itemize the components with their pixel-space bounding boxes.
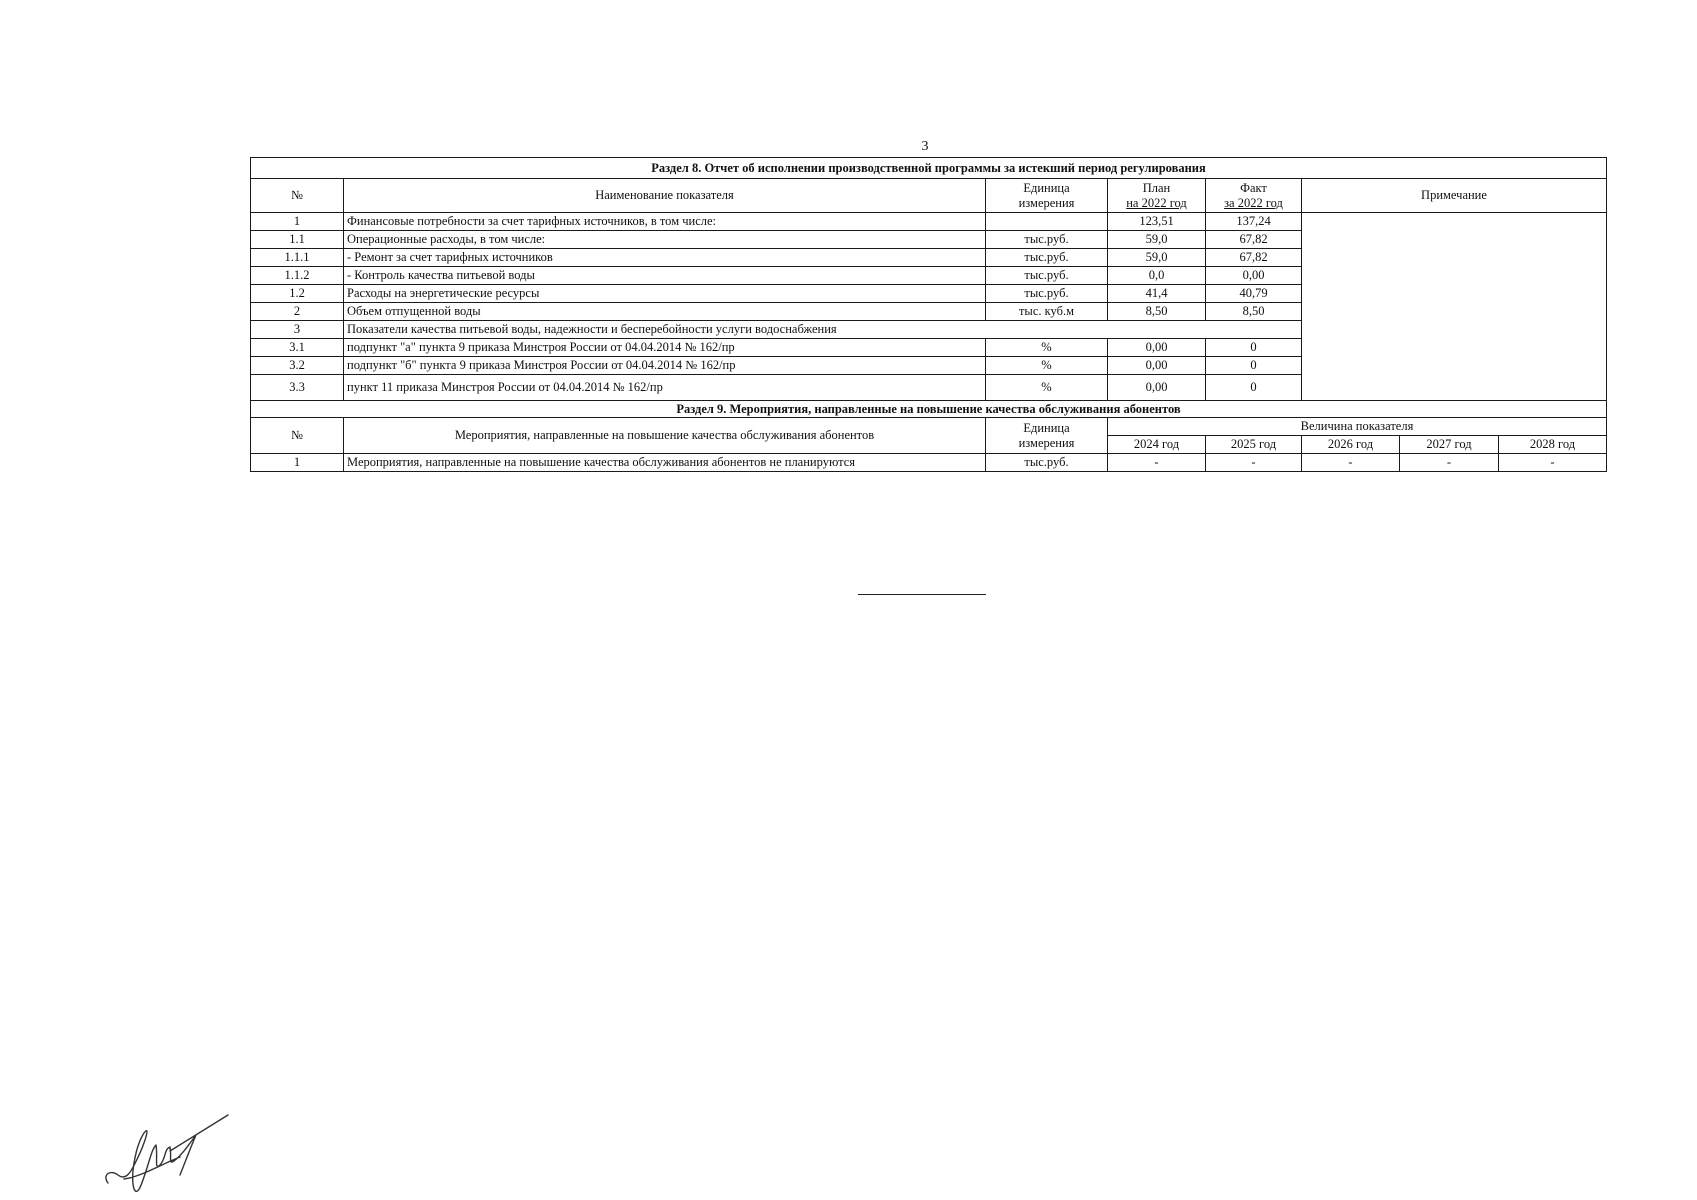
row-fact: 0 (1206, 375, 1302, 401)
row-plan: 0,00 (1108, 375, 1206, 401)
header-fact: Факт за 2022 год (1206, 179, 1302, 213)
row-name: Расходы на энергетические ресурсы (344, 285, 986, 303)
page-number: 3 (921, 139, 929, 154)
row-num: 1.1 (251, 231, 344, 249)
row-plan: 59,0 (1108, 249, 1206, 267)
row-fact: 0 (1206, 357, 1302, 375)
note-cell (1302, 213, 1607, 401)
header-unit: Единица измерения (986, 418, 1108, 454)
row-plan: 123,51 (1108, 213, 1206, 231)
header-year: 2024 год (1108, 436, 1206, 454)
row-plan: 41,4 (1108, 285, 1206, 303)
row-plan: 0,00 (1108, 339, 1206, 357)
header-plan: План на 2022 год (1108, 179, 1206, 213)
row-unit: тыс.руб. (986, 454, 1108, 472)
header-num: № (251, 418, 344, 454)
row-name: Операционные расходы, в том числе: (344, 231, 986, 249)
header-year: 2027 год (1400, 436, 1499, 454)
row-unit: тыс.руб. (986, 285, 1108, 303)
row-plan: 0,00 (1108, 357, 1206, 375)
row-value: - (1206, 454, 1302, 472)
row-fact: 67,82 (1206, 249, 1302, 267)
row-unit: % (986, 375, 1108, 401)
end-rule (858, 594, 986, 595)
row-unit: тыс.руб. (986, 231, 1108, 249)
row-name: - Ремонт за счет тарифных источников (344, 249, 986, 267)
row-name: подпункт "б" пункта 9 приказа Минстроя России от 04.04.2014 № 162/пр (344, 357, 986, 375)
header-num: № (251, 179, 344, 213)
row-unit (986, 213, 1108, 231)
row-name: Объем отпущенной воды (344, 303, 986, 321)
section8-header-row (251, 179, 1607, 213)
row-plan: 0,0 (1108, 267, 1206, 285)
row-value: - (1400, 454, 1499, 472)
header-name: Мероприятия, направленные на повышение качества обслуживания абонентов (344, 418, 986, 454)
row-fact: 137,24 (1206, 213, 1302, 231)
row-name: подпункт "а" пункта 9 приказа Минстроя России от 04.04.2014 № 162/пр (344, 339, 986, 357)
row-unit: % (986, 339, 1108, 357)
row-unit: % (986, 357, 1108, 375)
row-num: 3.1 (251, 339, 344, 357)
row-num: 3 (251, 321, 344, 339)
row-fact: 0,00 (1206, 267, 1302, 285)
row-value: - (1302, 454, 1400, 472)
row-unit: тыс.руб. (986, 249, 1108, 267)
row-value: - (1499, 454, 1607, 472)
row-num: 1.2 (251, 285, 344, 303)
row-fact: 67,82 (1206, 231, 1302, 249)
section9-title: Раздел 9. Мероприятия, направленные на повышение качества обслуживания абонентов (251, 401, 1607, 418)
section8-title: Раздел 8. Отчет об исполнении производственной программы за истекший период регулирования (251, 158, 1607, 179)
row-num: 1.1.2 (251, 267, 344, 285)
row-unit: тыс. куб.м (986, 303, 1108, 321)
header-value: Величина показателя (1108, 418, 1607, 436)
row-name: Мероприятия, направленные на повышение качества обслуживания абонентов не планируются (344, 454, 986, 472)
row-fact: 8,50 (1206, 303, 1302, 321)
row-value: - (1108, 454, 1206, 472)
row-fact: 40,79 (1206, 285, 1302, 303)
table-row (251, 213, 1607, 231)
row-num: 3.3 (251, 375, 344, 401)
row-name: - Контроль качества питьевой воды (344, 267, 986, 285)
section9-header-row (251, 418, 1607, 436)
row-num: 1 (251, 454, 344, 472)
row-name: Финансовые потребности за счет тарифных источников, в том числе: (344, 213, 986, 231)
header-name: Наименование показателя (344, 179, 986, 213)
row-name: пункт 11 приказа Минстроя России от 04.04.2014 № 162/пр (344, 375, 986, 401)
section8-title-row (251, 158, 1607, 179)
section9-title-row (251, 401, 1607, 418)
row-num: 1.1.1 (251, 249, 344, 267)
handwritten-signature (100, 1105, 230, 1200)
row-num: 1 (251, 213, 344, 231)
report-table (250, 157, 1607, 472)
header-year: 2025 год (1206, 436, 1302, 454)
row-name: Показатели качества питьевой воды, надежности и бесперебойности услуги водоснабжения (344, 321, 1302, 339)
row-unit: тыс.руб. (986, 267, 1108, 285)
header-year: 2026 год (1302, 436, 1400, 454)
table-row (251, 454, 1607, 472)
row-num: 2 (251, 303, 344, 321)
header-note: Примечание (1302, 179, 1607, 213)
row-fact: 0 (1206, 339, 1302, 357)
row-plan: 8,50 (1108, 303, 1206, 321)
header-unit: Единица измерения (986, 179, 1108, 213)
row-plan: 59,0 (1108, 231, 1206, 249)
header-year: 2028 год (1499, 436, 1607, 454)
row-num: 3.2 (251, 357, 344, 375)
